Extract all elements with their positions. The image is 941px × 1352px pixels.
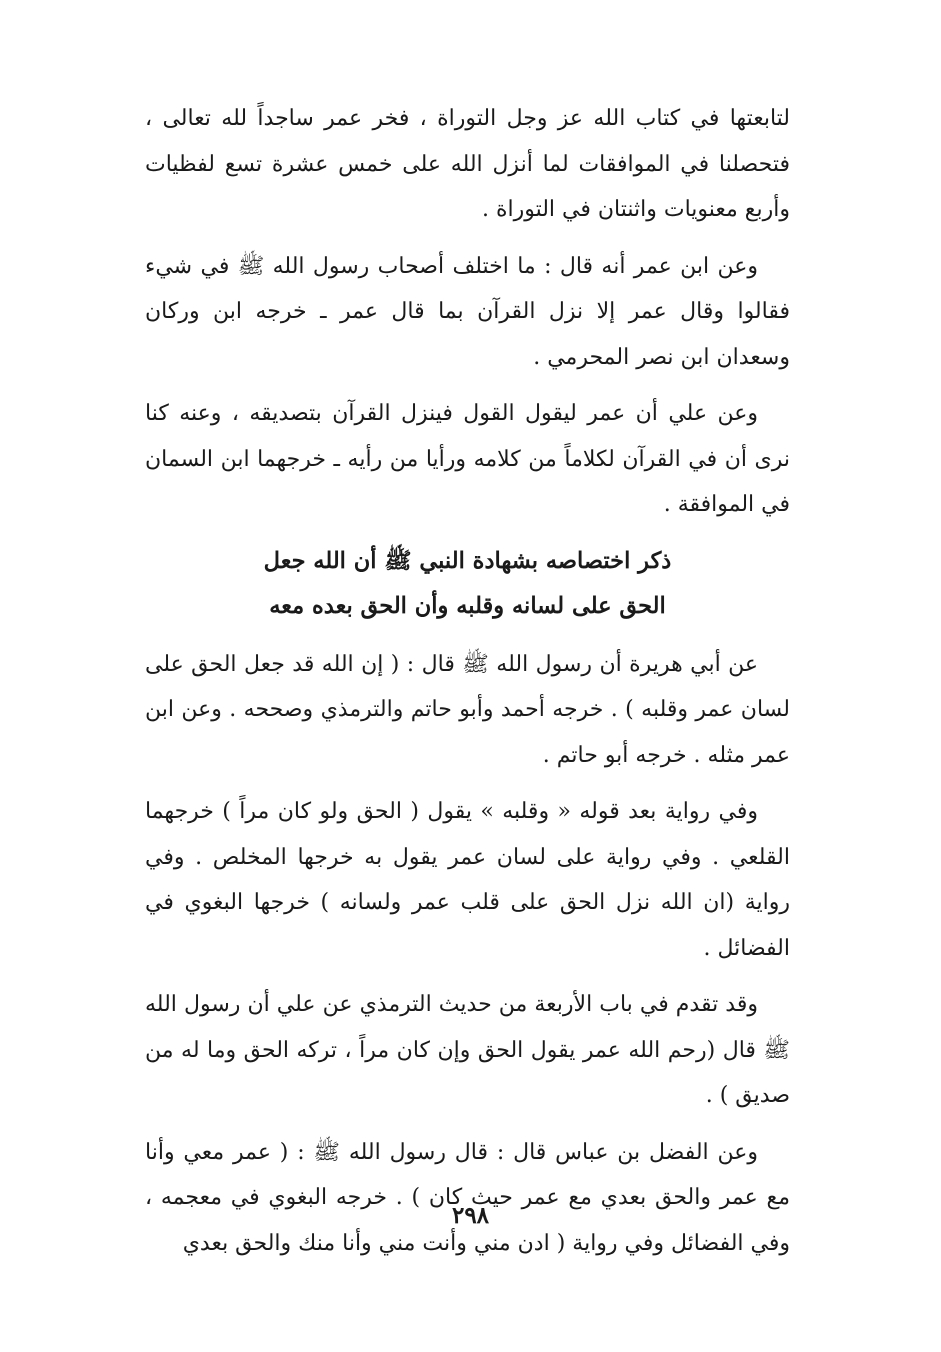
paragraph-1: لتابعتها في كتاب الله عز وجل التوراة ، فخر عمر ساجداً لله تعالى ، فتحصلنا في الموافقات لما أنزل الله على خمس عشرة تسع لفظيات وأربع معنويات واثنتان في التوراة . bbox=[145, 106, 790, 222]
page-number: ٢٩٨ bbox=[451, 1202, 490, 1229]
paragraph-6: وقد تقدم في باب الأربعة من حديث الترمذي عن علي أن رسول الله ﷺ قال (رحم الله عمر يقول الحق وإن كان مراً ، تركه الحق وما له من صديق ) . bbox=[145, 992, 790, 1108]
paragraph-5: وفي رواية بعد قوله « وقلبه » يقول ( الحق ولو كان مراً ) خرجهما القلعي . وفي رواية على لسان عمر يقول به خرجها المخلص . وفي رواية (ان الله نزل الحق على قلب عمر ولسانه ) خرجها البغوي في الفضائل . bbox=[145, 799, 790, 961]
paragraph-2: وعن ابن عمر أنه قال : ما اختلف أصحاب رسول الله ﷺ في شيء فقالوا وقال عمر إلا نزل القرآن بما قال عمر ـ خرجه ابن وركان وسعدان ابن نصر المحرمي . bbox=[145, 253, 790, 370]
section-heading bbox=[145, 539, 790, 630]
paragraph-7: وعن الفضل بن عباس قال : قال رسول الله ﷺ : ( عمر معي وأنا مع عمر والحق بعدي مع عمر حيث كان ) . خرجه البغوي في معجمه ، وفي الفضائل وفي رواية ( ادن مني وأنت مني وأنا منك والحق بعدي bbox=[145, 1139, 790, 1256]
heading-line-1: ذكر اختصاصه بشهادة النبي ﷺ أن الله جعل bbox=[263, 547, 672, 574]
paragraph-4: عن أبي هريرة أن رسول الله ﷺ قال : ( إن الله قد جعل الحق على لسان عمر وقلبه ) . خرجه أحمد وأبو حاتم والترمذي وصححه . وعن ابن عمر مثله . خرجه أبو حاتم . bbox=[145, 651, 790, 768]
heading-line-2: الحق على لسانه وقلبه وأن الحق بعده معه bbox=[269, 593, 666, 619]
page-text bbox=[145, 96, 790, 1266]
paragraph-3: وعن علي أن عمر ليقول القول فينزل القرآن بتصديقه ، وعنه كنا نرى أن في القرآن لكلاماً من كلامه ورأيا من رأيه ـ خرجهما ابن السمان في الموافقة . bbox=[145, 401, 790, 517]
